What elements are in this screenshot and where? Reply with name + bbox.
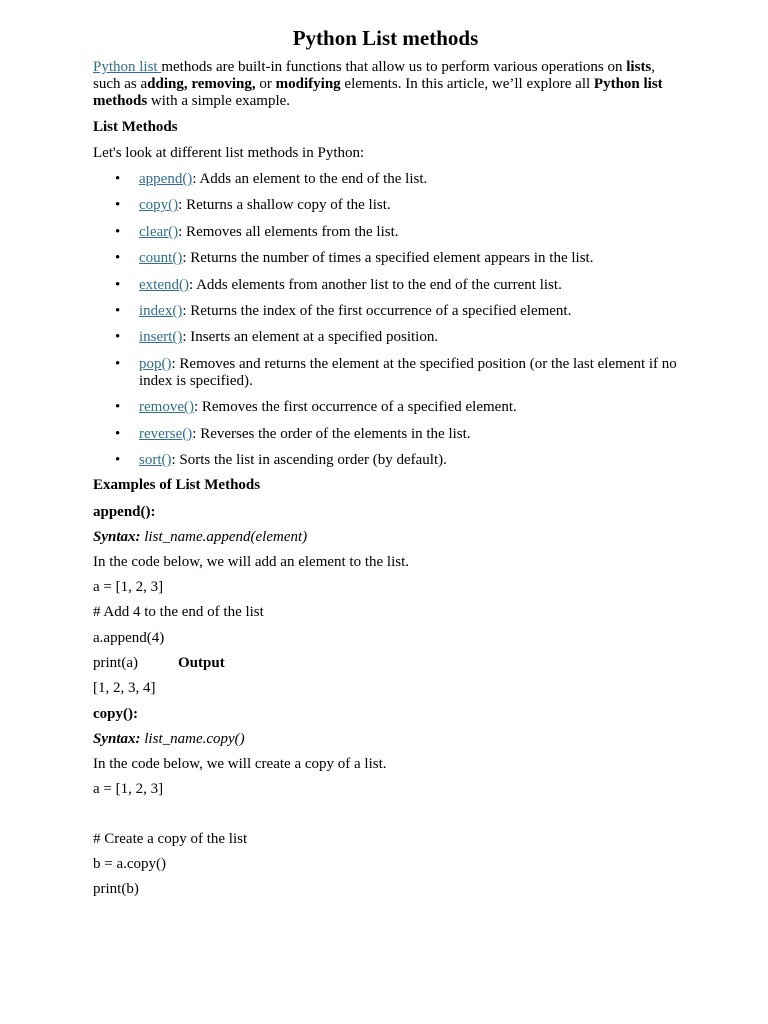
append-code-line-4: print(a) (93, 655, 138, 671)
method-link-index[interactable]: index() (139, 302, 183, 319)
python-list-link[interactable]: Python list (93, 59, 162, 75)
copy-code-line-3: b = a.copy() (93, 856, 167, 872)
method-link-insert[interactable]: insert() (139, 329, 183, 346)
list-lead-text: Let's look at different list methods in Python: (93, 145, 365, 161)
append-description: In the code below, we will add an element to the list. (93, 554, 410, 570)
append-output: [1, 2, 3, 4] (93, 680, 156, 696)
list-item: • append(): Adds an element to the end of the list. (115, 171, 428, 187)
copy-code-line-2: # Create a copy of the list (93, 831, 248, 847)
method-link-remove[interactable]: remove() (139, 399, 194, 416)
method-link-append[interactable]: append() (139, 171, 193, 187)
method-link-count[interactable]: count() (139, 250, 183, 267)
bullet-icon: • (115, 302, 121, 319)
examples-heading: Examples of List Methods (93, 477, 261, 493)
bullet-icon: • (115, 451, 121, 468)
append-heading: append(): (93, 504, 156, 520)
method-link-pop[interactable]: pop() (139, 355, 172, 372)
list-item: • count(): Returns the number of times a specified element appears in the list. (115, 250, 594, 267)
append-code-line-3: a.append(4) (93, 630, 165, 646)
bullet-icon: • (115, 329, 121, 346)
intro-paragraph: Python list methods are built-in functions that allow us to perform various operations on lists, such as adding, removing, or modifying elements. In this article, we’ll explore all Python list methods with a simple example. (93, 59, 663, 109)
list-item: • index(): Returns the index of the first occurrence of a specified element. (115, 302, 572, 319)
bullet-icon: • (115, 223, 121, 240)
append-syntax: Syntax: list_name.append(element) (93, 529, 308, 545)
list-item: • reverse(): Reverses the order of the elements in the list. (115, 425, 471, 442)
append-code-line-2: # Add 4 to the end of the list (93, 604, 264, 620)
list-item: • copy(): Returns a shallow copy of the list. (115, 197, 391, 214)
bullet-icon: • (115, 171, 121, 187)
bullet-icon: • (115, 425, 121, 442)
copy-syntax: Syntax: list_name.copy() (93, 731, 245, 747)
method-link-clear[interactable]: clear() (139, 223, 179, 240)
list-item: • sort(): Sorts the list in ascending order (by default). (115, 451, 447, 468)
method-link-reverse[interactable]: reverse() (139, 425, 193, 442)
copy-code-line-4: print(b) (93, 881, 139, 897)
copy-description: In the code below, we will create a copy of a list. (93, 756, 387, 772)
bullet-icon: • (115, 276, 121, 293)
bullet-icon: • (115, 355, 121, 372)
list-item: • remove(): Removes the first occurrence of a specified element. (115, 399, 517, 416)
page-title: Python List methods (292, 26, 479, 50)
method-link-extend[interactable]: extend() (139, 276, 189, 293)
list-item: • pop(): Removes and returns the element at the specified position (or the last element if no index is specified). (115, 355, 677, 389)
copy-heading: copy(): (93, 706, 138, 722)
append-code-line-1: a = [1, 2, 3] (93, 579, 164, 595)
bullet-icon: • (115, 197, 121, 214)
list-methods-heading: List Methods (93, 119, 178, 135)
method-link-copy[interactable]: copy() (139, 197, 179, 214)
output-label: Output (178, 655, 225, 671)
bullet-icon: • (115, 250, 121, 267)
method-link-sort[interactable]: sort() (139, 451, 172, 468)
list-item: • clear(): Removes all elements from the list. (115, 223, 399, 240)
copy-code-line-1: a = [1, 2, 3] (93, 781, 164, 797)
list-item: • extend(): Adds elements from another list to the end of the current list. (115, 276, 562, 293)
bullet-icon: • (115, 399, 121, 416)
append-print-line (93, 655, 393, 672)
list-item: • insert(): Inserts an element at a specified position. (115, 329, 439, 346)
methods-list (93, 171, 678, 478)
